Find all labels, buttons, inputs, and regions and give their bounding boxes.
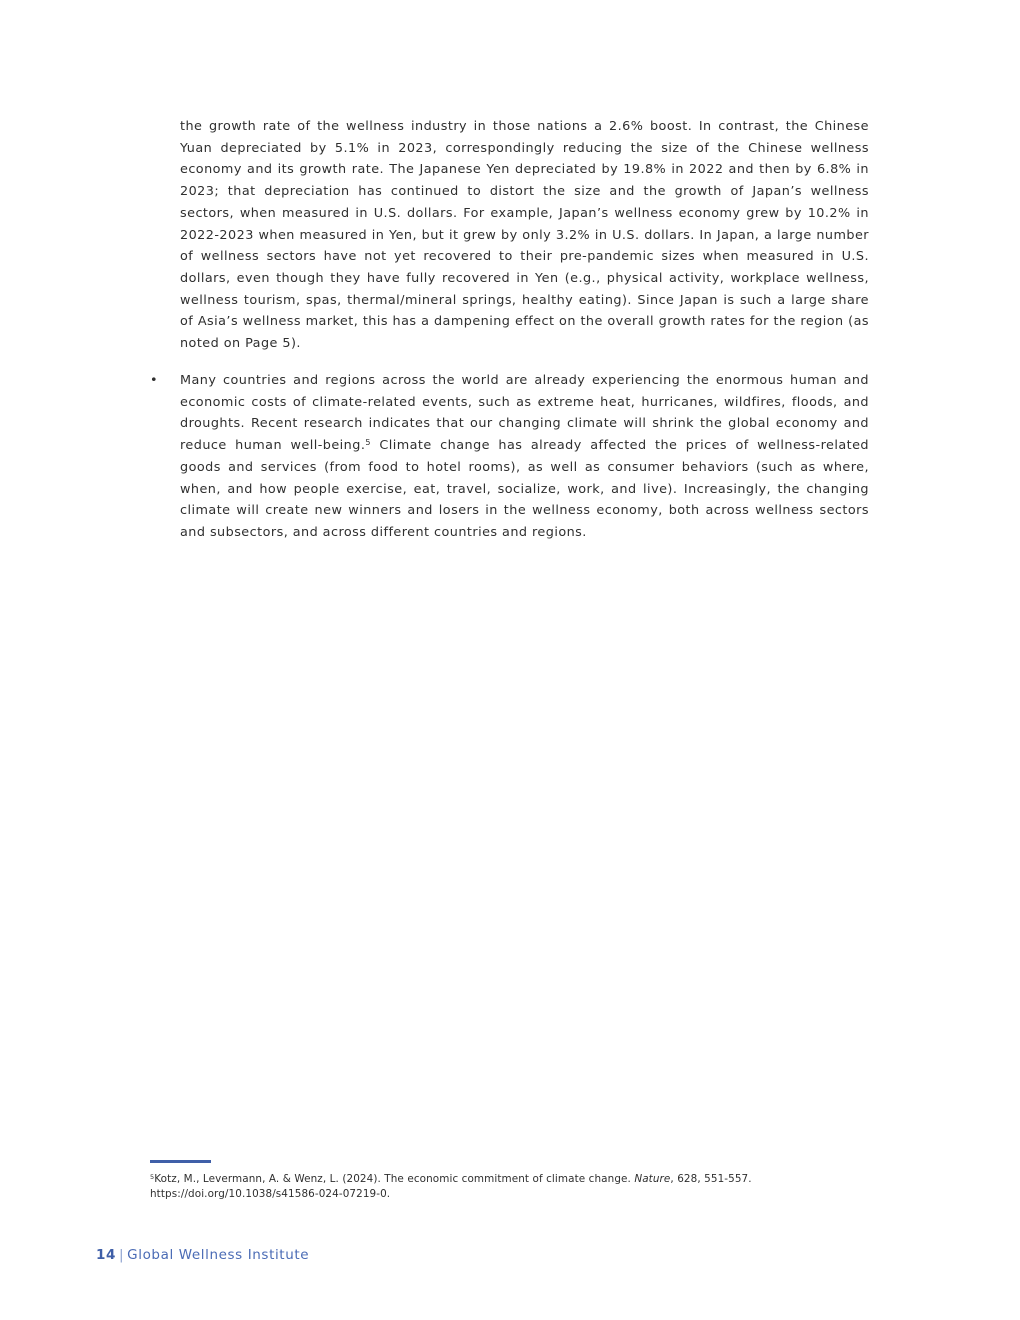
footnote-volume-pages: , 628, 551-557.: [670, 1173, 752, 1185]
footer-separator: |: [119, 1247, 125, 1263]
continued-paragraph: the growth rate of the wellness industry in those nations a 2.6% boost. In contrast, the Chinese Yuan depreciated by 5.1% in 2023, correspondingly reducing the size of the Chinese wellness economy and its growth rate. The Japanese Yen depreciated by 19.8% in 2022 and then by 6.8% in 2023; that depreciation has continued to distort the size and the growth of Japan’s wellness sectors, when measured in U.S. dollars. For example, Japan’s wellness economy grew by 10.2% in 2022-2023 when measured in Yen, but it grew by only 3.2% in U.S. dollars. In Japan, a large number of wellness sectors have not yet recovered to their pre-pandemic sizes when measured in U.S. dollars, even though they have fully recovered in Yen (e.g., physical activity, workplace wellness, wellness tourism, spas, thermal/mineral springs, healthy eating). Since Japan is such a large share of Asia’s wellness market, this has a dampening effect on the overall growth rates for the region (as noted on Page 5).: [180, 119, 869, 352]
bullet-marker: •: [150, 373, 158, 388]
footnote-reference[interactable]: 5: [365, 438, 371, 448]
footnote-divider: [150, 1160, 211, 1163]
footer-org-name: Global Wellness Institute: [127, 1247, 310, 1263]
footnote-authors-title: Kotz, M., Levermann, A. & Wenz, L. (2024). The economic commitment of climate change.: [154, 1173, 635, 1185]
footnote-journal: Nature: [634, 1173, 671, 1185]
bullet-text-part-1: Many countries and regions across the world are already experiencing the enormous human and economic costs of climate-related events, such as extreme heat, hurricanes, wildfires, floods, and droughts. Recent research indicates that our changing climate will shrink the global economy and reduce human well-being.: [180, 373, 869, 454]
footnote: [150, 1172, 870, 1202]
page-number: 14: [96, 1247, 116, 1263]
footnote-citation: [150, 1172, 870, 1187]
footnote-doi-link[interactable]: https://doi.org/10.1038/s41586-024-07219-0.: [150, 1188, 391, 1200]
bullet-item: [150, 370, 869, 544]
bullet-text-part-2: Climate change has already affected the prices of wellness-related goods and services (from food to hotel rooms), as well as consumer behaviors (such as where, when, and how people exercise, eat, travel, socialize, work, and live). Increasingly, the changing climate will create new winners and losers in the wellness economy, both across wellness sectors and subsectors, and across different countries and regions.: [180, 438, 869, 540]
footnote-number: 5: [150, 1173, 155, 1181]
bullet-text: [180, 370, 869, 544]
page-footer: [96, 1247, 309, 1263]
